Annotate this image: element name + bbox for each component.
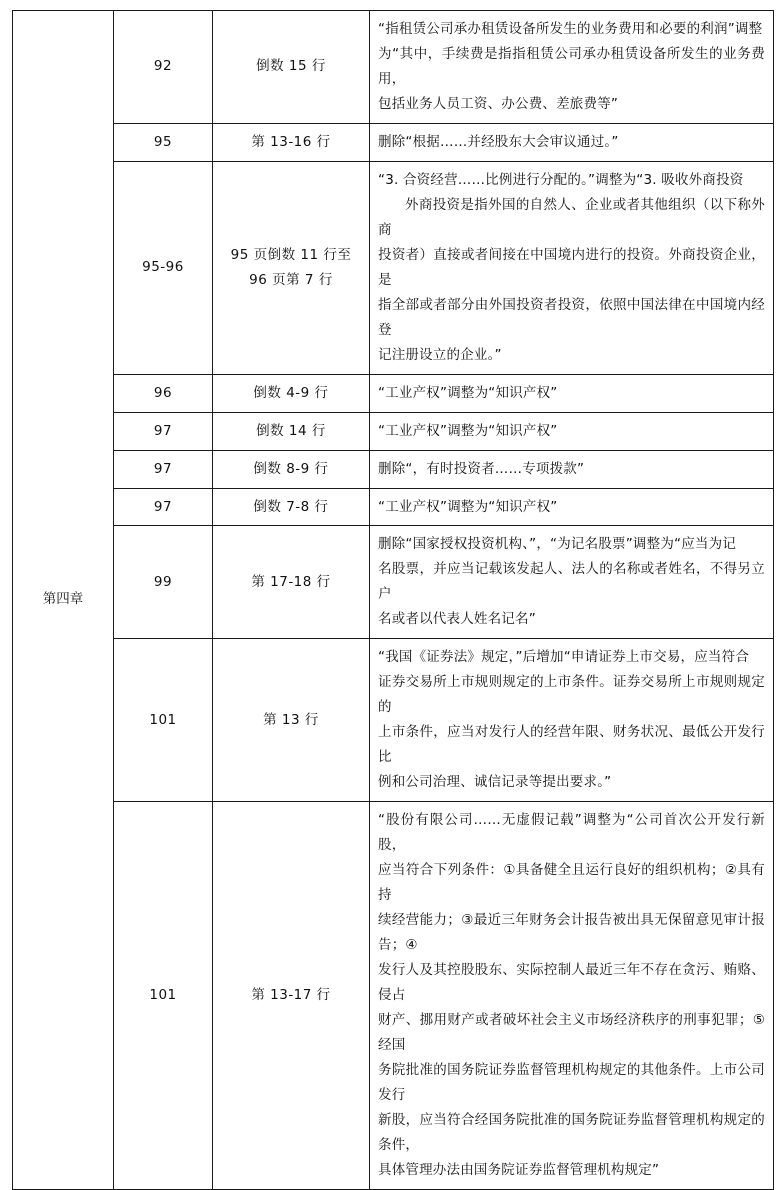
line-range-cell: 倒数 4-9 行 xyxy=(213,374,370,412)
content-line: “我国《证券法》规定，”后增加“申请证券上市交易，应当符合 xyxy=(378,649,750,666)
table-row xyxy=(13,123,774,161)
content-line: “工业产权”调整为“知识产权” xyxy=(378,384,558,401)
line-range-cell xyxy=(213,161,370,374)
content-line: 例和公司治理、诚信记录等提出要求。” xyxy=(378,774,612,791)
amendment-table xyxy=(12,10,774,1190)
content-line: 外商投资是指外国的自然人、企业或者其他组织（以下称外商 xyxy=(378,196,765,238)
table-row xyxy=(13,526,774,639)
content-line: 务院批准的国务院证券监督管理机构规定的其他条件。上市公司发行 xyxy=(378,1061,765,1103)
content-line: 删除“，有时投资者……专项拨款” xyxy=(378,460,585,477)
content-line: 名股票，并应当记载该发起人、法人的名称或者姓名，不得另立户 xyxy=(378,561,765,603)
table-row xyxy=(13,639,774,802)
line-range-part: 96 页第 7 行 xyxy=(249,271,333,288)
page-number-cell: 99 xyxy=(114,526,213,639)
content-line: 具体管理办法由国务院证券监督管理机构规定” xyxy=(378,1161,660,1178)
content-cell xyxy=(370,161,774,374)
content-cell xyxy=(370,412,774,450)
content-line: 为“其中，手续费是指指租赁公司承办租赁设备所发生的业务费用， xyxy=(378,45,765,87)
table-body xyxy=(13,11,774,1190)
content-cell xyxy=(370,450,774,488)
line-range-cell: 倒数 14 行 xyxy=(213,412,370,450)
content-line: 证券交易所上市规则规定的上市条件。证券交易所上市规则规定的 xyxy=(378,674,765,716)
line-range-cell: 倒数 15 行 xyxy=(213,11,370,124)
content-line: “股份有限公司……无虚假记载”调整为“公司首次公开发行新股， xyxy=(378,812,765,854)
page-number-cell: 101 xyxy=(114,639,213,802)
content-cell xyxy=(370,11,774,124)
line-range-cell: 倒数 8-9 行 xyxy=(213,450,370,488)
table-row xyxy=(13,450,774,488)
content-cell xyxy=(370,802,774,1190)
line-range-part: 95 页倒数 11 行至 xyxy=(230,246,352,263)
content-line: “3. 合资经营……比例进行分配的。”调整为“3. 吸收外商投资 xyxy=(378,171,744,188)
content-line: 上市条件，应当对发行人的经营年限、财务状况、最低公开发行比 xyxy=(378,724,765,766)
page-number-cell: 95 xyxy=(114,123,213,161)
line-range-cell: 第 13 行 xyxy=(213,639,370,802)
content-line: 发行人及其控股股东、实际控制人最近三年不存在贪污、贿赂、侵占 xyxy=(378,961,765,1003)
content-line: 财产、挪用财产或者破坏社会主义市场经济秩序的刑事犯罪；⑤经国 xyxy=(378,1011,765,1053)
line-range-cell: 倒数 7-8 行 xyxy=(213,488,370,526)
content-line: 续经营能力；③最近三年财务会计报告被出具无保留意见审计报告；④ xyxy=(378,912,765,953)
page-number-cell: 96 xyxy=(114,374,213,412)
content-line: 包括业务人员工资、办公费、差旅费等” xyxy=(378,95,619,112)
page-number-cell: 97 xyxy=(114,412,213,450)
content-line: 删除“根据……并经股东大会审议通过。” xyxy=(378,133,619,150)
content-line: 删除“国家授权投资机构、”，“为记名股票”调整为“应当为记 xyxy=(378,536,737,553)
table-row xyxy=(13,488,774,526)
content-line: “指租赁公司承办租赁设备所发生的业务费用和必要的利润”调整 xyxy=(378,21,763,37)
content-cell xyxy=(370,374,774,412)
table-row xyxy=(13,802,774,1190)
table-row xyxy=(13,374,774,412)
page-number-cell: 97 xyxy=(114,488,213,526)
content-line: “工业产权”调整为“知识产权” xyxy=(378,422,558,439)
content-cell xyxy=(370,526,774,639)
line-range-cell: 第 13-16 行 xyxy=(213,123,370,161)
content-line: 新股，应当符合经国务院批准的国务院证券监督管理机构规定的条件， xyxy=(378,1111,765,1153)
line-range-cell: 第 13-17 行 xyxy=(213,802,370,1190)
content-cell xyxy=(370,488,774,526)
table-row xyxy=(13,412,774,450)
page-number-cell: 95-96 xyxy=(114,161,213,374)
content-line: 指全部或者部分由外国投资者投资，依照中国法律在中国境内经登 xyxy=(378,296,765,338)
page-number-cell: 97 xyxy=(114,450,213,488)
content-line: “工业产权”调整为“知识产权” xyxy=(378,498,558,515)
line-range-cell: 第 17-18 行 xyxy=(213,526,370,639)
content-line: 记注册设立的企业。” xyxy=(378,346,502,363)
table-row xyxy=(13,161,774,374)
content-line: 名或者以代表人姓名记名” xyxy=(378,611,536,628)
chapter-cell: 第四章 xyxy=(13,11,114,1190)
page-number-cell: 101 xyxy=(114,802,213,1190)
content-cell xyxy=(370,639,774,802)
table-row xyxy=(13,11,774,124)
content-line: 投资者）直接或者间接在中国境内进行的投资。外商投资企业，是 xyxy=(378,246,765,288)
content-cell xyxy=(370,123,774,161)
content-line: 应当符合下列条件：①具备健全且运行良好的组织机构；②具有持 xyxy=(378,862,765,904)
page-number-cell: 92 xyxy=(114,11,213,124)
